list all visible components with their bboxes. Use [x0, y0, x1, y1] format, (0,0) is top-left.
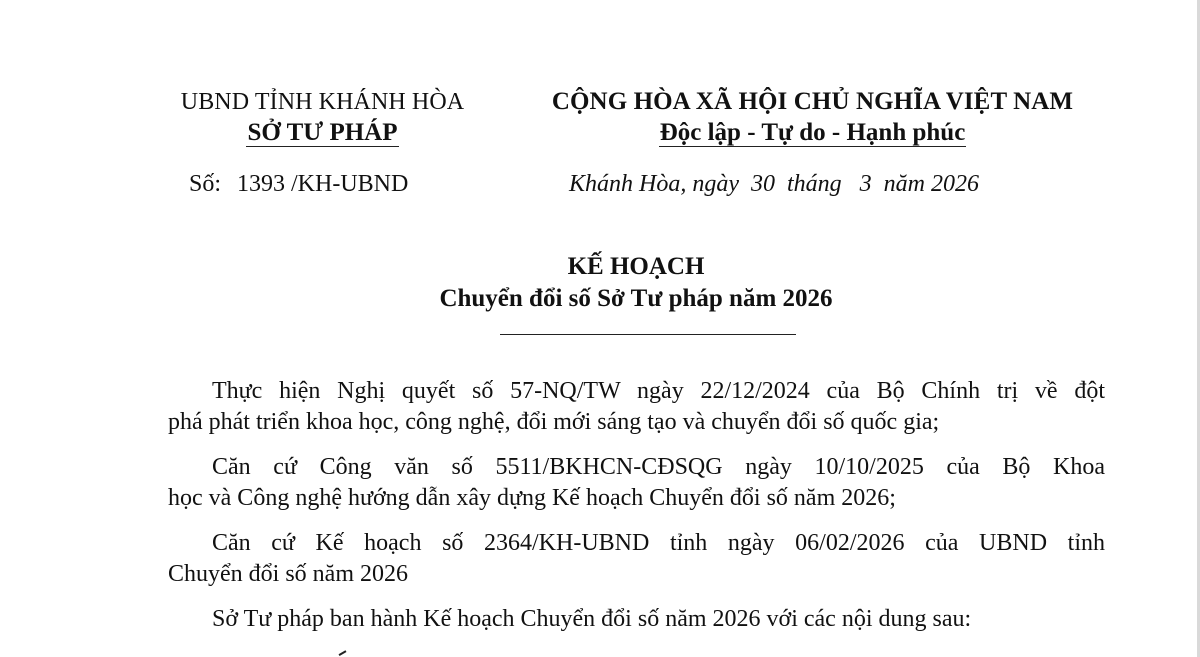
document-type: KẾ HOẠCH [567, 253, 705, 280]
place-and-date: Khánh Hòa, ngày 30 tháng 3 năm 2026 [569, 171, 979, 197]
document-subject: Chuyển đổi số Sở Tư pháp năm 2026 [439, 285, 833, 312]
national-header-block [500, 86, 1125, 148]
paragraph-4: Sở Tư pháp ban hành Kế hoạch Chuyển đổi số năm 2026 với các nội dung sau: [212, 606, 972, 632]
number-value: 1393 /KH-UBND [237, 171, 409, 197]
national-motto: Độc lập - Tự do - Hạnh phúc [659, 119, 966, 146]
agency-name: UBND TỈNH KHÁNH HÒA [180, 89, 465, 115]
paragraph-1-line-2: phá phát triển khoa học, công nghệ, đổi mới sáng tạo và chuyển đổi số quốc gia; [168, 409, 940, 435]
title-divider [500, 334, 796, 335]
document-title-block [0, 251, 1200, 315]
document-number [189, 168, 408, 200]
paragraph-2-line-2: học và Công nghệ hướng dẫn xây dựng Kế hoạch Chuyển đổi số năm 2026; [168, 485, 896, 511]
document-body [168, 376, 1105, 649]
cut-off-diacritic-mark [337, 646, 349, 657]
department-name: SỞ TƯ PHÁP [247, 119, 398, 146]
department-name-wrapper [140, 118, 505, 148]
paragraph-2-line-1: Căn cứ Công văn số 5511/BKHCN-CĐSQG ngày 10/10/2025 của Bộ Khoa [212, 454, 1105, 480]
paragraph-3-line-1: Căn cứ Kế hoạch số 2364/KH-UBND tỉnh ngày 06/02/2026 của UBND tỉnh [212, 530, 1105, 556]
paragraph-3-line-2: Chuyển đổi số năm 2026 [168, 561, 408, 587]
national-motto-wrapper [500, 118, 1125, 148]
number-label: Số: [189, 171, 222, 197]
country-name: CỘNG HÒA XÃ HỘI CHỦ NGHĨA VIỆT NAM [551, 88, 1074, 115]
issuing-authority-block [140, 86, 505, 148]
paragraph-1-line-1: Thực hiện Nghị quyết số 57-NQ/TW ngày 22/12/2024 của Bộ Chính trị về đột [212, 378, 1105, 404]
